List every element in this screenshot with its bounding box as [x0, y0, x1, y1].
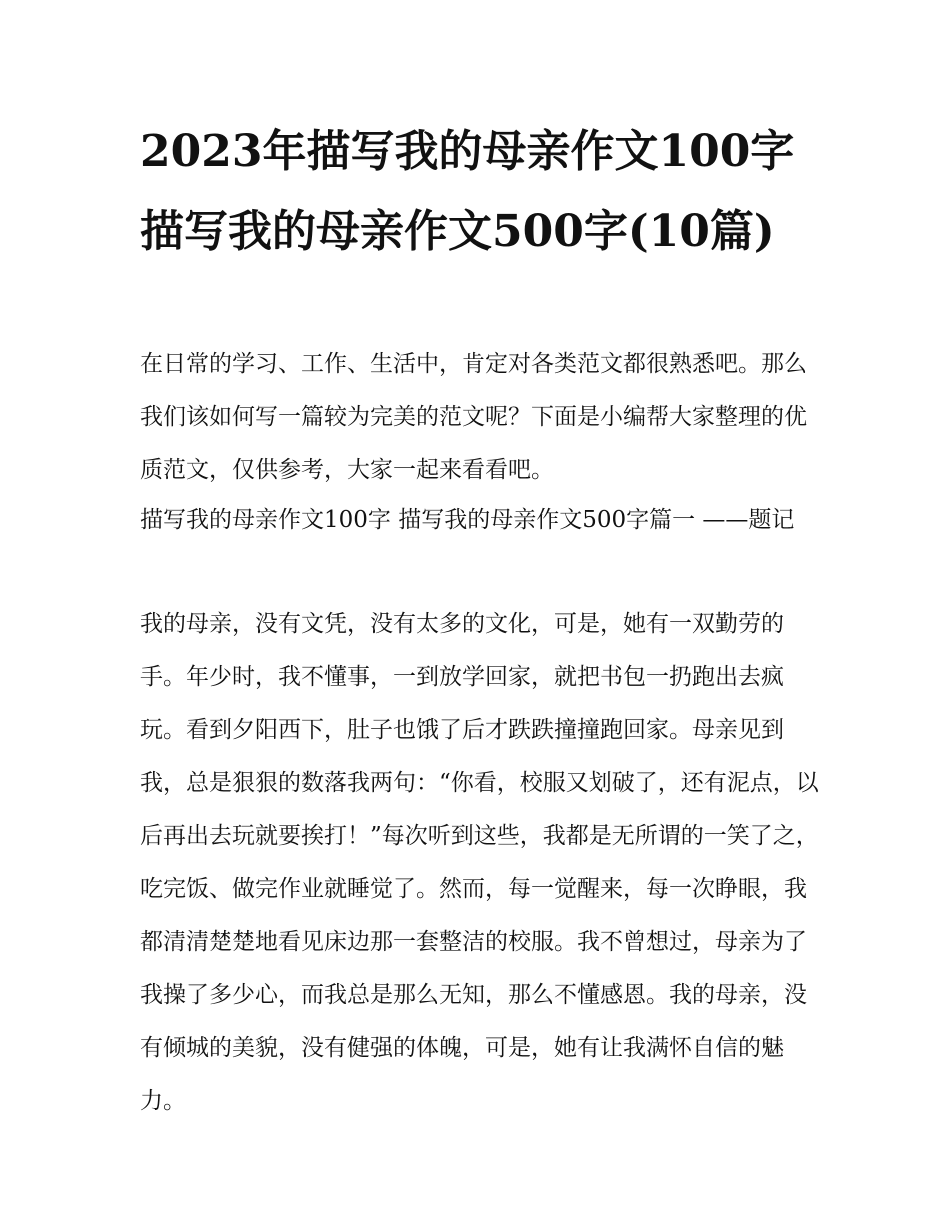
section-heading: 描写我的母亲作文100字 描写我的母亲作文500字篇一 ——题记 — [140, 507, 795, 533]
essay-paragraph: 我的母亲，没有文凭，没有太多的文化，可是，她有一双勤劳的手。年少时，我不懂事，一到放学回家，就把书包一扔跑出去疯玩。看到夕阳西下，肚子也饿了后才跌跌撞撞跑回家。母亲见到我，总是狠狠的数落我两句：“你看，校服又划破了，还有泥点，以后再出去玩就要挨打！”每次听到这些，我都是无所谓的一笑了之，吃完饭、做完作业就睡觉了。然而，每一觉醒来，每一次睁眼，我都清清楚楚地看见床边那一套整洁的校服。我不曾想过，母亲为了我操了多少心，而我总是那么无知，那么不懂感恩。我的母亲，没有倾城的美貌，没有健强的体魄，可是，她有让我满怀自信的魅力。 — [140, 611, 819, 1114]
document-title: 2023年描写我的母亲作文100字 描写我的母亲作文500字(10篇) — [140, 126, 795, 257]
intro-paragraph: 在日常的学习、工作、生活中，肯定对各类范文都很熟悉吧。那么我们该如何写一篇较为完美的范文呢？下面是小编帮大家整理的优质范文，仅供参考，大家一起来看看吧。 — [140, 351, 807, 483]
